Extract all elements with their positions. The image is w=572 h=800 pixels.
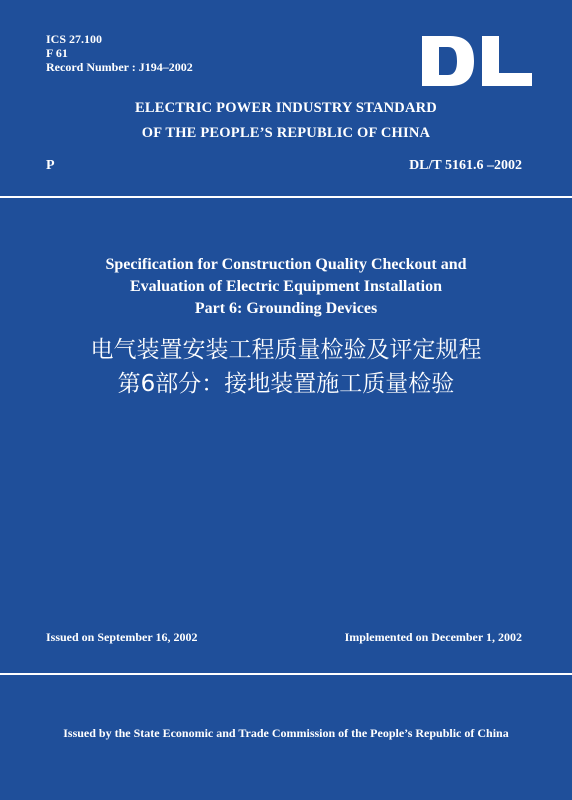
classification-letter: P — [46, 158, 55, 173]
bottom-divider — [0, 673, 572, 675]
record-number: Record Number : J194–2002 — [46, 60, 193, 74]
f-code: F 61 — [46, 46, 68, 60]
title-zh-line1: 电气装置安装工程质量检验及评定规程 — [90, 337, 482, 363]
issued-date: Issued on September 16, 2002 — [46, 630, 198, 644]
ics-code: ICS 27.100 — [46, 32, 103, 46]
title-en-line1: Specification for Construction Quality Checkout and — [105, 256, 467, 273]
standard-title-line2: OF THE PEOPLE’S REPUBLIC OF CHINA — [141, 125, 431, 141]
implemented-date: Implemented on December 1, 2002 — [344, 630, 522, 644]
title-zh-line2: 第6部分：接地装置施工质量检验 — [117, 371, 455, 397]
standard-code: DL/T 5161.6 –2002 — [409, 158, 522, 173]
title-en-line2: Evaluation of Electric Equipment Installation — [129, 278, 443, 295]
issuer-statement: Issued by the State Economic and Trade Commission of the People’s Republic of China — [63, 726, 509, 740]
dl-logo — [422, 36, 532, 86]
standard-title-line1: ELECTRIC POWER INDUSTRY STANDARD — [135, 100, 437, 116]
title-en-line3: Part 6: Grounding Devices — [194, 300, 378, 317]
top-divider — [0, 196, 572, 198]
